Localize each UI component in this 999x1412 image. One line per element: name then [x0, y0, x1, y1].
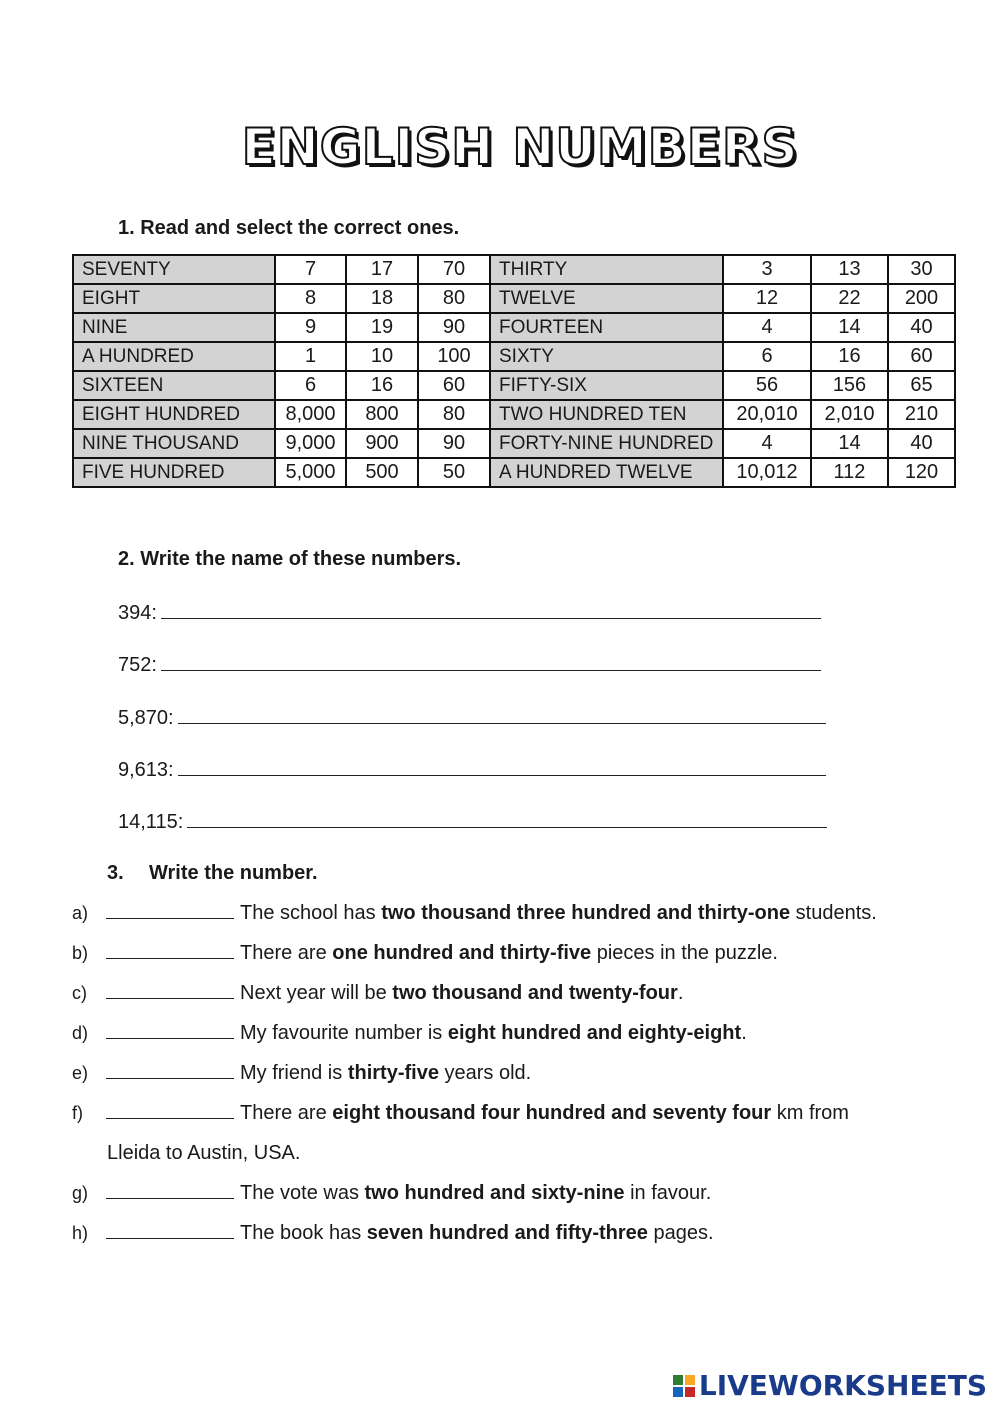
table-row	[73, 284, 955, 313]
number-selection-table	[72, 254, 956, 488]
sentence-text: My favourite number is	[240, 1022, 448, 1044]
q3-item	[72, 942, 778, 965]
q3-item	[72, 1022, 747, 1045]
logo-square	[685, 1375, 695, 1385]
number-option[interactable]: 10	[346, 342, 418, 371]
sentence-text: students.	[790, 902, 877, 924]
q2-item	[118, 652, 821, 677]
answer-blank[interactable]	[106, 982, 234, 999]
number-option[interactable]: 18	[346, 284, 418, 313]
answer-blank[interactable]	[106, 1022, 234, 1039]
q2-item	[118, 600, 821, 625]
number-word-cell: FIFTY-SIX	[490, 371, 723, 400]
item-letter: a)	[72, 903, 89, 923]
number-option[interactable]: 9,000	[275, 429, 346, 458]
number-option[interactable]: 210	[888, 400, 955, 429]
number-option[interactable]: 156	[811, 371, 888, 400]
answer-blank[interactable]	[106, 1062, 234, 1079]
number-option[interactable]: 20,010	[723, 400, 811, 429]
number-words: seven hundred and fifty-three	[366, 1222, 648, 1244]
q2-number: 9,613:	[118, 759, 174, 781]
q2-number: 5,870:	[118, 707, 174, 729]
number-word-cell: TWO HUNDRED TEN	[490, 400, 723, 429]
table-row	[73, 342, 955, 371]
number-word-cell: FIVE HUNDRED	[73, 458, 275, 487]
sentence-text: km from	[771, 1102, 849, 1124]
q2-number: 14,115:	[118, 811, 184, 833]
item-letter: e)	[72, 1063, 89, 1083]
answer-line[interactable]	[178, 757, 826, 776]
number-option[interactable]: 120	[888, 458, 955, 487]
number-option[interactable]: 100	[418, 342, 490, 371]
q3-item	[72, 1062, 531, 1085]
liveworksheets-brand[interactable]	[673, 1369, 987, 1402]
number-words: eight hundred and eighty-eight	[447, 1022, 742, 1044]
q2-item	[118, 809, 827, 834]
number-option[interactable]: 2,010	[811, 400, 888, 429]
number-option[interactable]: 200	[888, 284, 955, 313]
answer-blank[interactable]	[106, 1102, 234, 1119]
number-word-cell: NINE THOUSAND	[73, 429, 275, 458]
sentence-text: pieces in the puzzle.	[591, 942, 778, 964]
number-option[interactable]: 1	[275, 342, 346, 371]
sentence-text: My friend is	[240, 1062, 348, 1084]
logo-square	[673, 1387, 683, 1397]
table-row	[73, 429, 955, 458]
number-words: two thousand three hundred and thirty-one	[381, 902, 791, 924]
number-word-cell: TWELVE	[490, 284, 723, 313]
number-option[interactable]: 90	[418, 313, 490, 342]
sentence-continuation: Lleida to Austin, USA.	[107, 1142, 301, 1164]
q3-heading	[107, 862, 318, 885]
number-words: eight thousand four hundred and seventy four	[332, 1102, 772, 1124]
sentence-text: The vote was	[240, 1182, 365, 1204]
answer-blank[interactable]	[106, 902, 234, 919]
number-option[interactable]: 14	[811, 313, 888, 342]
number-words: one hundred and thirty-five	[332, 942, 592, 964]
number-option[interactable]: 9	[275, 313, 346, 342]
number-option[interactable]: 112	[811, 458, 888, 487]
q2-heading: 2. Write the name of these numbers.	[118, 548, 462, 570]
item-letter: h)	[72, 1223, 89, 1243]
number-option[interactable]: 90	[418, 429, 490, 458]
number-option[interactable]: 14	[811, 429, 888, 458]
q2-item	[118, 757, 826, 782]
number-word-cell: NINE	[73, 313, 275, 342]
number-word-cell: SEVENTY	[73, 255, 275, 284]
number-word-cell: FORTY-NINE HUNDRED	[490, 429, 723, 458]
q2-item	[118, 705, 826, 730]
q3-item	[72, 982, 683, 1005]
number-option[interactable]: 3	[723, 255, 811, 284]
answer-blank[interactable]	[106, 1222, 234, 1239]
sentence-text: The book has	[240, 1222, 367, 1244]
table-row	[73, 400, 955, 429]
number-word-cell: FOURTEEN	[490, 313, 723, 342]
number-option[interactable]: 16	[811, 342, 888, 371]
number-option[interactable]: 4	[723, 313, 811, 342]
number-option[interactable]: 500	[346, 458, 418, 487]
number-option[interactable]: 80	[418, 400, 490, 429]
answer-line[interactable]	[187, 809, 827, 828]
item-letter: g)	[72, 1183, 89, 1203]
sentence-text: pages.	[647, 1222, 714, 1244]
number-option[interactable]: 8	[275, 284, 346, 313]
number-word-cell: SIXTY	[490, 342, 723, 371]
liveworksheets-logo-icon	[673, 1375, 695, 1397]
number-option[interactable]: 40	[888, 429, 955, 458]
number-option[interactable]: 70	[418, 255, 490, 284]
item-letter: b)	[72, 943, 89, 963]
number-option[interactable]: 8,000	[275, 400, 346, 429]
answer-line[interactable]	[161, 600, 821, 619]
sentence-text: years old.	[438, 1062, 532, 1084]
sentence-text: .	[677, 982, 684, 1004]
q3-title: Write the number.	[149, 862, 318, 884]
number-option[interactable]: 6	[275, 371, 346, 400]
table-row	[73, 255, 955, 284]
number-option[interactable]: 50	[418, 458, 490, 487]
item-letter: d)	[72, 1023, 89, 1043]
number-option[interactable]: 7	[275, 255, 346, 284]
number-option[interactable]: 30	[888, 255, 955, 284]
number-option[interactable]: 60	[418, 371, 490, 400]
sentence-text: in favour.	[624, 1182, 712, 1204]
number-words: two thousand and twenty-four	[392, 982, 678, 1004]
number-word-cell: EIGHT HUNDRED	[73, 400, 275, 429]
number-option[interactable]: 13	[811, 255, 888, 284]
q3-item	[72, 1182, 711, 1205]
number-option[interactable]: 17	[346, 255, 418, 284]
number-word-cell: THIRTY	[490, 255, 723, 284]
answer-line[interactable]	[161, 652, 821, 671]
number-option[interactable]: 16	[346, 371, 418, 400]
item-letter: c)	[72, 983, 87, 1003]
number-option[interactable]: 10,012	[723, 458, 811, 487]
number-option[interactable]: 60	[888, 342, 955, 371]
number-words: two hundred and sixty-nine	[364, 1182, 625, 1204]
number-option[interactable]: 6	[723, 342, 811, 371]
logo-square	[673, 1375, 683, 1385]
number-option[interactable]: 65	[888, 371, 955, 400]
sentence-text: Next year will be	[240, 982, 393, 1004]
answer-line[interactable]	[178, 705, 826, 724]
q3-item	[72, 902, 877, 925]
number-option[interactable]: 40	[888, 313, 955, 342]
q3-number: 3.	[107, 862, 124, 884]
number-word-cell: SIXTEEN	[73, 371, 275, 400]
number-words: thirty-five	[347, 1062, 439, 1084]
sentence-text: .	[741, 1022, 747, 1044]
q3-item	[72, 1102, 849, 1125]
q2-number: 752:	[118, 654, 157, 676]
answer-blank[interactable]	[106, 1182, 234, 1199]
number-option[interactable]: 5,000	[275, 458, 346, 487]
q2-number: 394:	[118, 602, 157, 624]
sentence-text: There are	[240, 1102, 333, 1124]
number-option[interactable]: 19	[346, 313, 418, 342]
number-option[interactable]: 900	[346, 429, 418, 458]
table-row	[73, 371, 955, 400]
worksheet-title: ENGLISH NUMBERS	[241, 118, 799, 176]
answer-blank[interactable]	[106, 942, 234, 959]
number-option[interactable]: 12	[723, 284, 811, 313]
number-option[interactable]: 800	[346, 400, 418, 429]
table-row	[73, 313, 955, 342]
q1-heading: 1. Read and select the correct ones.	[118, 217, 460, 239]
item-letter: f)	[72, 1103, 83, 1123]
q3-item	[72, 1222, 714, 1245]
brand-name: LIVEWORKSHEETS	[698, 1369, 987, 1402]
number-option[interactable]: 22	[811, 284, 888, 313]
table-row	[73, 458, 955, 487]
number-word-cell: A HUNDRED	[73, 342, 275, 371]
number-word-cell: EIGHT	[73, 284, 275, 313]
sentence-text: There are	[240, 942, 333, 964]
number-option[interactable]: 4	[723, 429, 811, 458]
number-option[interactable]: 56	[723, 371, 811, 400]
number-word-cell: A HUNDRED TWELVE	[490, 458, 723, 487]
sentence-text: The school has	[240, 902, 382, 924]
number-option[interactable]: 80	[418, 284, 490, 313]
logo-square	[685, 1387, 695, 1397]
